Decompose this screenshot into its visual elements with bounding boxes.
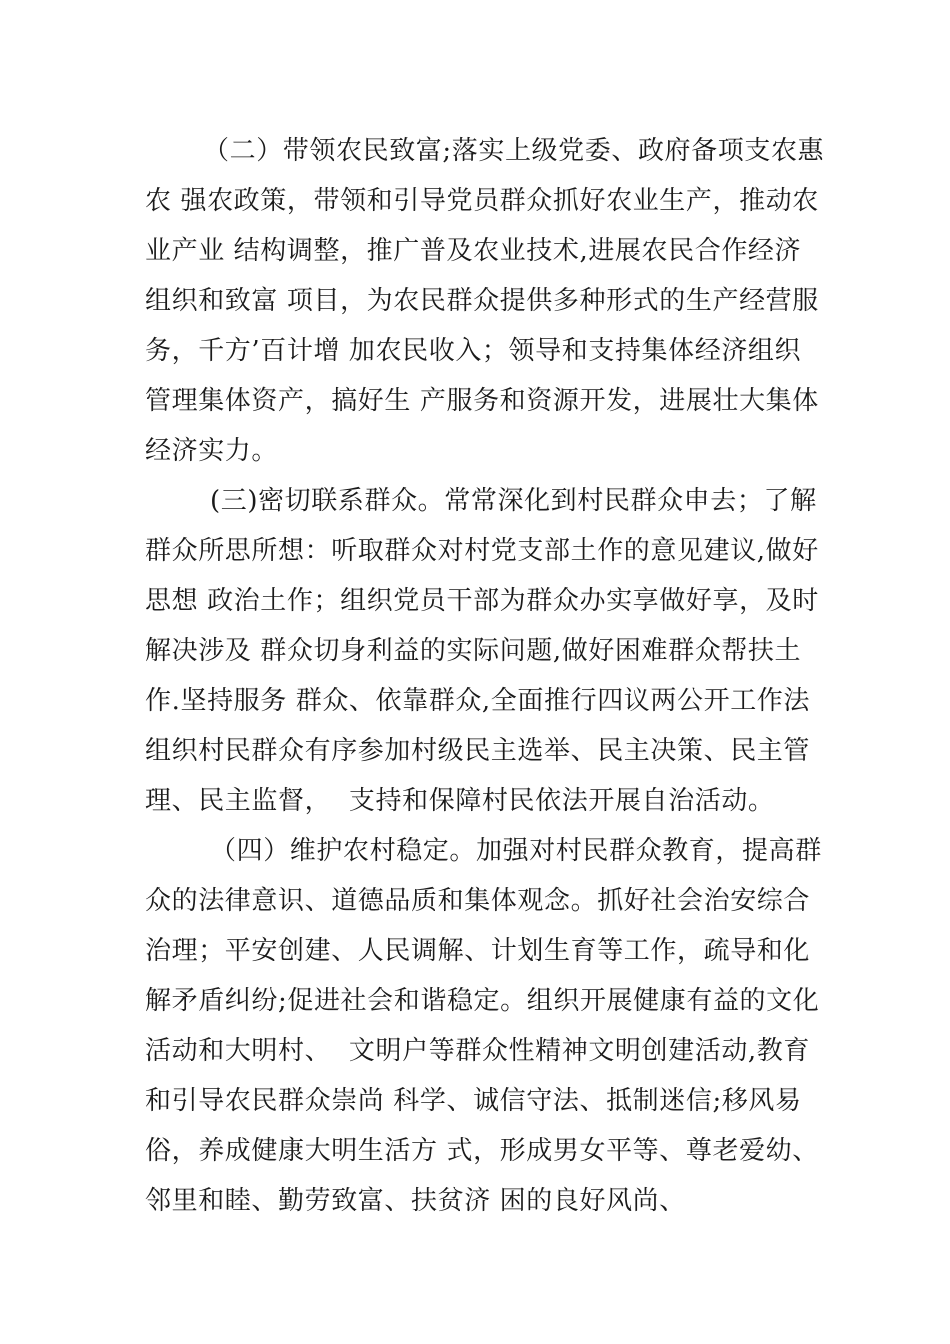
text-line: （二）带领农民致富;落实上级党委、政府备项支农惠: [203, 136, 825, 166]
text-line: 群众所思所想：听取群众对村党支部土作的意见建议,做好: [145, 536, 819, 566]
text-line: 解决涉及 群众切身利益的实际问题,做好困难群众帮扶土: [145, 636, 802, 666]
text-line: 组织村民群众有序参加村级民主选举、民主决策、民主管: [145, 736, 811, 766]
text-line: 邻里和睦、勤劳致富、扶贫济 困的良好风尚、: [145, 1186, 686, 1216]
text-line: 和引导农民群众崇尚 科学、诚信守法、抵制迷信;移风易: [145, 1086, 802, 1116]
text-line: 经济实力。: [145, 436, 279, 466]
text-line: 众的法律意识、道德品质和集体观念。抓好社会治安综合: [145, 886, 811, 916]
text-line: 作.坚持服务 群众、依靠群众,全面推行四议两公开工作法: [145, 686, 810, 716]
text-line: 组织和致富 项目，为农民群众提供多种形式的生产经营服: [145, 286, 819, 316]
text-line: 业产业 结构调整，推广普及农业技术,进展农民合作经济: [145, 236, 802, 266]
text-line: 务，千方’百计增 加农民收入；领导和支持集体经济组织: [145, 336, 802, 366]
text-line: 思想 政治土作；组织党员干部为群众办实享做好享，及时: [145, 586, 819, 616]
text-line: 解矛盾纠纷;促进社会和谐稳定。组织开展健康有益的文化: [145, 986, 820, 1016]
text-line: 管理集体资产，搞好生 产服务和资源开发，进展壮大集体: [145, 386, 819, 416]
text-line: 治理；平安创建、人民调解、计划生育等工作，疏导和化: [145, 936, 811, 966]
text-line: 理、民主监督， 支持和保障村民依法开展自治活动。: [145, 786, 775, 816]
text-line: （四）维护农村稳定。加强对村民群众教育，提高群: [210, 836, 822, 866]
text-line: 俗，养成健康大明生活方 式，形成男女平等、尊老爱幼、: [145, 1136, 819, 1166]
text-line: (三)密切联系群众。常常深化到村民群众申去；了解: [210, 486, 817, 516]
text-line: 农 强农政策，带领和引导党员群众抓好农业生产，推动农: [145, 186, 819, 216]
text-line: 活动和大明村、 文明户等群众性精神文明创建活动,教育: [145, 1036, 810, 1066]
